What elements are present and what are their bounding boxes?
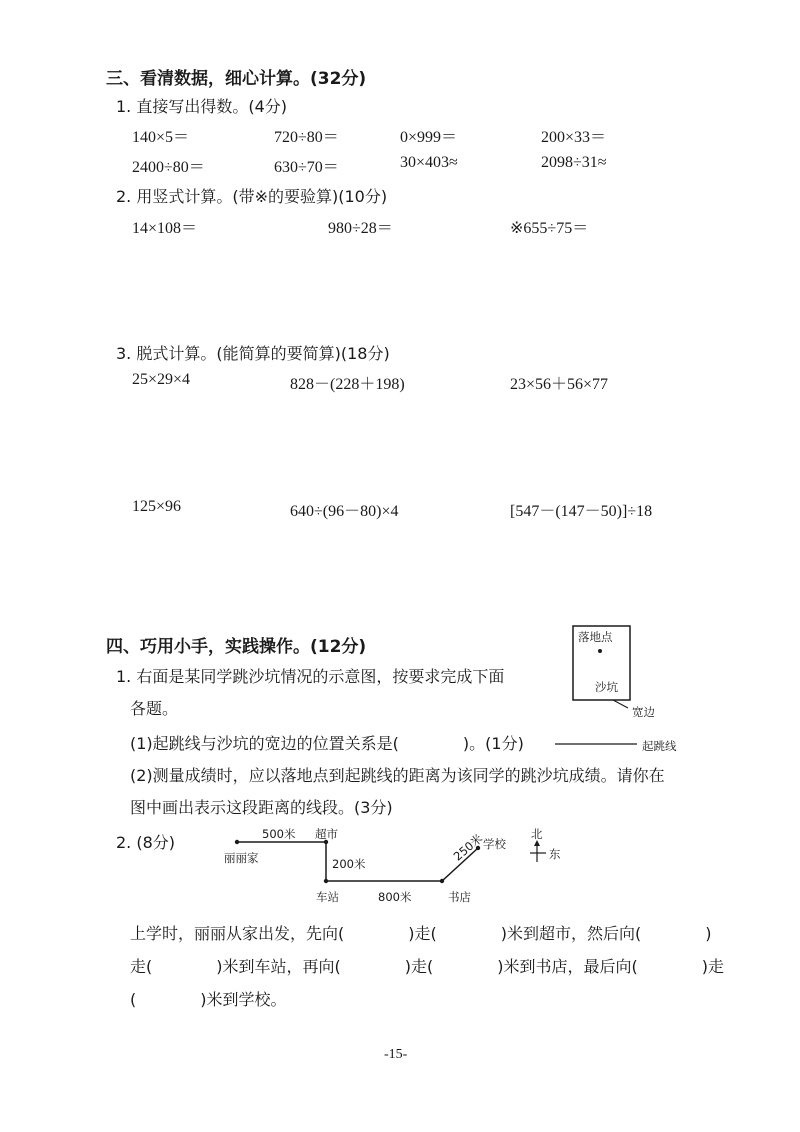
north-label: 北	[531, 827, 543, 841]
q3-expr: 125×96	[132, 498, 182, 515]
bookstore-label: 书店	[448, 890, 471, 904]
q2-title: 2. 用竖式计算。(带※的要验算)(10分)	[116, 187, 388, 206]
s4-q2-line1: 上学时，丽丽从家出发，先向( )走( )米到超市，然后向( )	[130, 924, 712, 943]
bookstore-dot	[440, 879, 444, 883]
school-label: 学校	[483, 837, 506, 851]
q1-expr: 2400÷80＝	[132, 159, 205, 176]
s4-q2-line3: ( )米到学校。	[130, 990, 287, 1009]
wide-edge-label: 宽边	[632, 705, 655, 719]
q1-expr: 140×5＝	[132, 129, 190, 146]
q2-expr: 14×108＝	[132, 220, 198, 237]
dist-500: 500米	[262, 827, 296, 841]
home-dot	[235, 840, 239, 844]
q1-title: 1. 直接写出得数。(4分)	[116, 97, 288, 116]
section4-heading: 四、巧用小手，实践操作。(12分)	[106, 637, 367, 657]
dist-200: 200米	[332, 857, 366, 871]
takeoff-line-label: 起跳线	[642, 739, 677, 753]
q3-expr: 828－(228＋198)	[290, 376, 405, 393]
q2-expr: 980÷28＝	[328, 220, 393, 237]
section3-heading: 三、看清数据，细心计算。(32分)	[106, 69, 367, 89]
s4-q1-line1: 1. 右面是某同学跳沙坑情况的示意图，按要求完成下面	[116, 667, 505, 686]
q1-expr: 720÷80＝	[274, 129, 339, 146]
station-dot	[324, 879, 328, 883]
page-number: -15-	[384, 1047, 408, 1062]
pit-label: 沙坑	[595, 680, 618, 694]
q3-expr: 25×29×4	[132, 371, 191, 388]
dist-800: 800米	[378, 890, 412, 904]
q1-expr: 2098÷31≈	[541, 154, 607, 171]
s4-q1-sub1: (1)起跳线与沙坑的宽边的位置关系是( )。(1分)	[130, 734, 524, 753]
q1-expr: 630÷70＝	[274, 159, 339, 176]
dist-250: 250米	[450, 831, 486, 864]
landing-point-dot	[598, 649, 602, 653]
q2-expr: ※655÷75＝	[510, 220, 589, 237]
s4-q1-sub2b: 图中画出表示这段距离的线段。(3分)	[130, 798, 393, 817]
q3-expr: 23×56＋56×77	[510, 376, 609, 393]
landing-label: 落地点	[578, 630, 613, 644]
east-label: 东	[549, 847, 561, 861]
q1-expr: 200×33＝	[541, 129, 607, 146]
supermarket-label: 超市	[315, 827, 338, 841]
s4-q1-sub2a: (2)测量成绩时，应以落地点到起跳线的距离为该同学的跳沙坑成绩。请你在	[130, 766, 665, 785]
home-label: 丽丽家	[224, 851, 259, 865]
q3-title: 3. 脱式计算。(能简算的要简算)(18分)	[116, 344, 390, 363]
s4-q2-title: 2. (8分)	[116, 833, 176, 852]
wide-edge-leader	[613, 700, 628, 708]
station-label: 车站	[316, 890, 339, 904]
s4-q2-line2: 走( )米到车站，再向( )走( )米到书店，最后向( )走	[130, 957, 724, 976]
s4-q1-line2: 各题。	[130, 699, 179, 718]
q3-expr: 640÷(96－80)×4	[290, 503, 399, 520]
q1-expr: 30×403≈	[400, 154, 458, 171]
q3-expr: [547－(147－50)]÷18	[510, 503, 653, 520]
q1-expr: 0×999＝	[400, 129, 458, 146]
